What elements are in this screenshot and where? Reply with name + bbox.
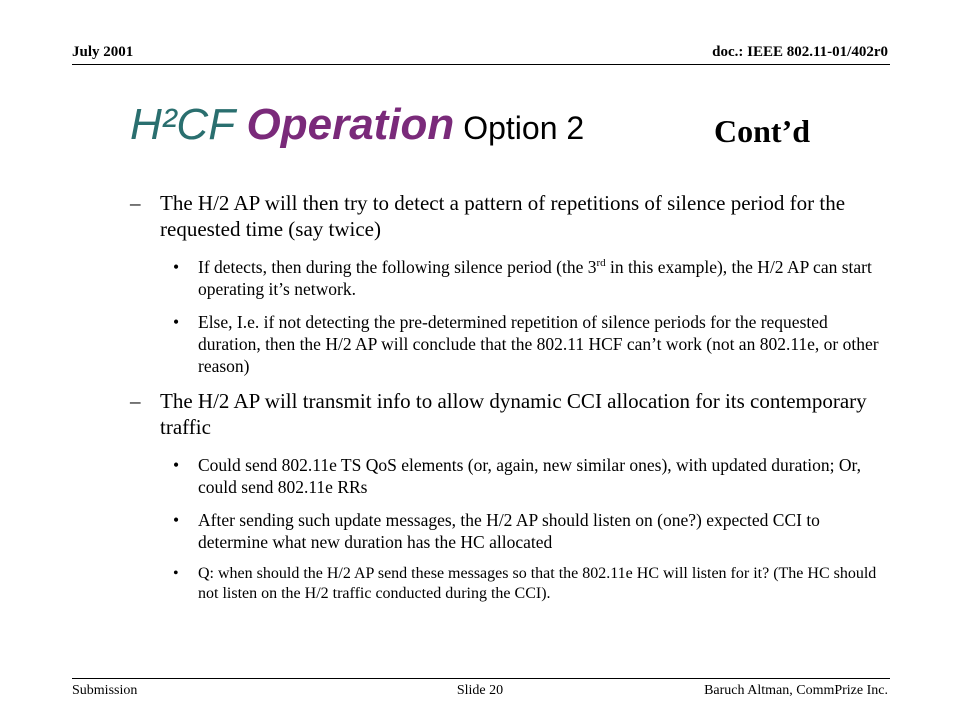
header-date: July 2001 [72, 44, 134, 60]
bullet-text: After sending such update messages, the H/2 AP should listen on (one?) expected CCI to determine what new duration has the HC allocated [198, 510, 820, 552]
footer-submission: Submission [72, 683, 138, 698]
dot-marker: • [173, 510, 180, 530]
bullet-text: Q: when should the H/2 AP send these messages so that the 802.11e HC will listen for it? (The HC should not listen on the H/2 traffic conducted during the CCI). [198, 565, 877, 602]
bullet-text: Could send 802.11e TS QoS elements (or, again, new similar ones), with updated duration; Or, could send 802.11e RRs [198, 455, 862, 497]
title-contd: Cont’d [714, 113, 811, 149]
bullet-text: The H/2 AP will transmit info to allow dynamic CCI allocation for its contemporary traffic [160, 389, 867, 439]
title-h2cf: H²CF [130, 100, 247, 149]
bullet-text: Else, I.e. if not detecting the pre-determined repetition of silence periods for the requested duration, then the H/2 AP will conclude that the 802.11 HCF can’t work (not an 802.11e, or other reason) [198, 312, 879, 376]
header-doc-id: doc.: IEEE 802.11-01/402r0 [712, 44, 888, 60]
footer-author: Baruch Altman, CommPrize Inc. [704, 683, 888, 698]
bullet-level1 [130, 190, 890, 242]
dash-marker: – [130, 389, 141, 413]
dot-marker: • [173, 565, 179, 582]
bullet-text: The H/2 AP will then try to detect a pattern of repetitions of silence period for the requested time (say twice) [160, 191, 846, 241]
dash-marker: – [130, 191, 141, 215]
bullet-level2 [130, 256, 890, 300]
dot-marker: • [173, 257, 180, 277]
slide-body [130, 190, 890, 615]
bullet-text-post: in this example), the H/2 AP can start operating it’s network. [198, 257, 872, 299]
slide-title [130, 100, 585, 149]
bullet-level2 [130, 311, 890, 377]
bullet-level1 [130, 388, 890, 440]
bullet-level2 [130, 509, 890, 553]
dot-marker: • [173, 312, 180, 332]
bullet-level2 [130, 454, 890, 498]
footer-rule [72, 678, 890, 679]
footer-slide-number: Slide 20 [456, 683, 504, 698]
bullet-level2 [130, 564, 890, 604]
title-option: Option 2 [454, 110, 585, 146]
title-operation: Operation [246, 100, 455, 149]
bullet-text-pre: If detects, then during the following silence period (the 3 [198, 257, 597, 277]
dot-marker: • [173, 455, 180, 475]
superscript-rd: rd [596, 257, 606, 270]
header-rule [72, 64, 890, 65]
